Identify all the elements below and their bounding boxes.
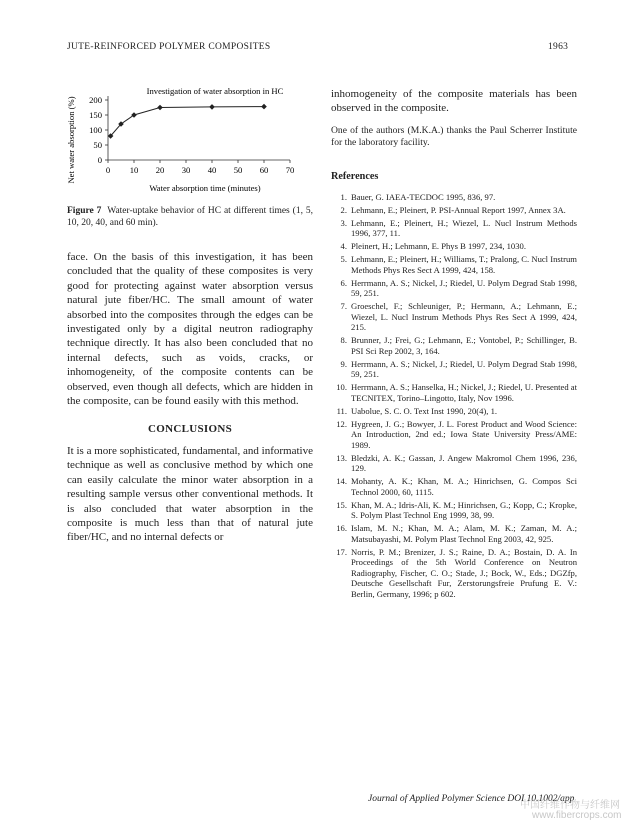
chart-x-axis-label: Water absorption time (minutes)	[149, 183, 261, 193]
y-tick-label: 50	[93, 140, 102, 150]
reference-item	[331, 241, 577, 252]
reference-item	[331, 500, 577, 521]
reference-number: 14.	[336, 476, 347, 487]
reference-number: 9.	[340, 358, 347, 369]
chart-title: Investigation of water absorption in HC	[146, 86, 284, 96]
reference-item	[331, 419, 577, 451]
reference-number: 11.	[336, 405, 347, 416]
series-line	[111, 107, 264, 136]
figure-caption	[67, 206, 313, 229]
reference-text: Herrmann, A. S.; Hanselka, H.; Nickel, J.; Riedel, U. Presented at TECNITEX, Torino–Lingotto, Italy, Nov 1996.	[351, 382, 578, 403]
reference-item	[331, 453, 577, 474]
reference-text: Herrmann, A. S.; Nickel, J.; Riedel, U. Polym Degrad Stab 1998, 59, 251.	[351, 358, 577, 380]
reference-item	[331, 406, 577, 417]
chart-y-axis-label: Net water absorption (%)	[66, 96, 76, 184]
running-title: JUTE-REINFORCED POLYMER COMPOSITES	[67, 42, 271, 52]
reference-number: 15.	[336, 499, 347, 510]
x-tick-label: 10	[129, 165, 139, 175]
reference-number: 5.	[340, 254, 347, 265]
reference-text: Mohanty, A. K.; Khan, M. A.; Hinrichsen, G. Compos Sci Technol 2000, 60, 1115.	[351, 476, 577, 497]
reference-number: 17.	[336, 546, 347, 557]
data-point-marker	[261, 104, 267, 110]
reference-text: Bauer, G. IAEA-TECDOC 1995, 836, 97.	[351, 192, 496, 202]
right-column-paragraph-1	[331, 87, 577, 116]
journal-footer: Journal of Applied Polymer Science DOI 10.1002/app	[368, 794, 575, 804]
reference-number: 4.	[340, 241, 347, 252]
reference-item	[331, 476, 577, 497]
y-tick-label: 0	[97, 155, 102, 165]
reference-text: Hygreen, J. G.; Bowyer, J. L. Forest Product and Wood Science: An Introduction, 2nd ed.; Iowa State University Press/AME: 1989.	[351, 418, 577, 450]
watermark-url: www.fibercrops.com	[532, 810, 622, 821]
figure-caption-label: Figure 7	[67, 206, 102, 216]
conclusions-paragraph: It is a more sophisticated, fundamental, and informative technique as well as conclusive method by which one can easily calculate the minor water absorption in a resulting sample versus other conventional methods. It is also concluded that water absorption in the composite is much less than that of natural jute fiber/HC, and no internal defects or	[67, 445, 313, 544]
acknowledgment	[331, 125, 577, 150]
references-heading: References	[331, 171, 379, 182]
x-tick-label: 40	[207, 165, 217, 175]
x-tick-label: 30	[181, 165, 191, 175]
reference-item	[331, 359, 577, 380]
reference-number: 3.	[340, 217, 347, 228]
reference-text: Herrmann, A. S.; Nickel, J.; Riedel, U. Polym Degrad Stab 1998, 59, 251.	[351, 277, 577, 299]
reference-number: 7.	[340, 301, 347, 312]
reference-number: 13.	[336, 452, 347, 463]
chart-series	[108, 104, 267, 139]
reference-text: Islam, M. N.; Khan, M. A.; Alam, M. K.; Zaman, M. A.; Matsubayashi, M. Polym Plast Technol Eng 2003, 42, 925.	[351, 523, 577, 544]
reference-number: 8.	[340, 335, 347, 346]
reference-text: Pleinert, H.; Lehmann, E. Phys B 1997, 234, 1030.	[351, 241, 526, 252]
reference-item	[331, 523, 577, 544]
reference-text: Lehmann, E.; Pleinert, P. PSI-Annual Report 1997, Annex 3A.	[351, 204, 566, 215]
x-tick-label: 60	[259, 165, 269, 175]
reference-item	[331, 205, 577, 216]
reference-number: 2.	[340, 204, 347, 215]
reference-item	[331, 547, 577, 600]
body-paragraph-continued: inhomogeneity of the composite materials has been observed in the composite.	[331, 88, 577, 115]
water-absorption-chart	[60, 80, 305, 200]
conclusions-heading: CONCLUSIONS	[148, 423, 232, 435]
data-point-marker	[157, 105, 163, 111]
x-tick-label: 0	[105, 165, 111, 175]
reference-item	[331, 335, 577, 356]
reference-number: 12.	[336, 418, 347, 429]
data-point-marker	[209, 104, 215, 110]
figure-caption-text: Water-uptake behavior of HC at different times (1, 5, 10, 20, 40, and 60 min).	[67, 206, 313, 228]
left-column-paragraph-1	[67, 250, 313, 408]
reference-number: 10.	[336, 382, 347, 393]
reference-item	[331, 382, 577, 403]
reference-text: Lehmann, E.; Pleinert, H.; Williams, T.; Pralong, C. Nucl Instrum Methods Phys Res Sect A 1999, 424, 158.	[351, 254, 577, 275]
reference-item	[331, 218, 577, 239]
x-tick-label: 50	[233, 165, 243, 175]
watermark-text-cn: 中国纤维作物与纤维网	[520, 800, 620, 811]
y-tick-label: 150	[89, 110, 102, 120]
reference-item	[331, 254, 577, 275]
y-tick-label: 100	[89, 125, 102, 135]
reference-text: Brunner, J.; Frei, G.; Lehmann, E.; Vontobel, P.; Schillinger, B. PSI Sci Rep 2002, 3, 164.	[351, 335, 577, 356]
reference-text: Khan, M. A.; Idris-Ali, K. M.; Hinrichsen, G.; Kopp, C.; Kropke, S. Polym Plast Technol Eng 1999, 38, 99.	[351, 499, 577, 521]
reference-number: 16.	[336, 523, 347, 534]
reference-text: Lehmann, E.; Pleinert, H.; Wiezel, L. Nucl Instrum Methods 1996, 377, 11.	[351, 217, 577, 239]
references-list	[331, 192, 577, 602]
page-number: 1963	[548, 42, 569, 52]
reference-text: Groeschel, F.; Schleuniger, P.; Hermann, A.; Lehmann, E.; Wiezel, L. Nucl Instrum Methods Phys Res Sect A 1999, 424, 215.	[351, 301, 577, 333]
reference-text: Uabolue, S. C. O. Text Inst 1990, 20(4), 1.	[351, 405, 498, 416]
acknowledgment-text: One of the authors (M.K.A.) thanks the Paul Scherrer Institute for the laboratory facility.	[331, 125, 577, 149]
reference-number: 1.	[340, 192, 347, 202]
reference-item	[331, 301, 577, 333]
reference-item	[331, 192, 577, 203]
left-column-paragraph-2	[67, 444, 313, 545]
body-paragraph: face. On the basis of this investigation, it has been concluded that the quality of these composites is very good for protecting against water absorption versus natural jute fiber/HC. The small amount of water absorbed into the composites through the edges can be investigated only by a digital neutron radiography technique directly. It has also been concluded that no internal defects, such as voids, cracks, or inhomogeneity, of the composite contents can be observed, even though all defects, which are hidden in the composite, can be found easily with this method.	[67, 251, 313, 408]
reference-text: Norris, P. M.; Brenizer, J. S.; Raine, D. A.; Bostain, D. A. In Proceedings of the 5th World Conference on Neutron Radiography, Fischer, C. O.; Stade, J.; Bock, W., Eds.; DGZfp, Deutsche Gesellschaft Fur, Zerstorungsfreie Prufung E. V.: Berlin, Germany, 1996; p 602.	[351, 546, 577, 599]
reference-item	[331, 278, 577, 299]
x-tick-label: 20	[155, 165, 165, 175]
reference-number: 6.	[340, 277, 347, 288]
y-tick-label: 200	[89, 95, 102, 105]
reference-text: Bledzki, A. K.; Gassan, J. Angew Makromol Chem 1996, 236, 129.	[351, 452, 577, 474]
x-tick-label: 70	[285, 165, 295, 175]
